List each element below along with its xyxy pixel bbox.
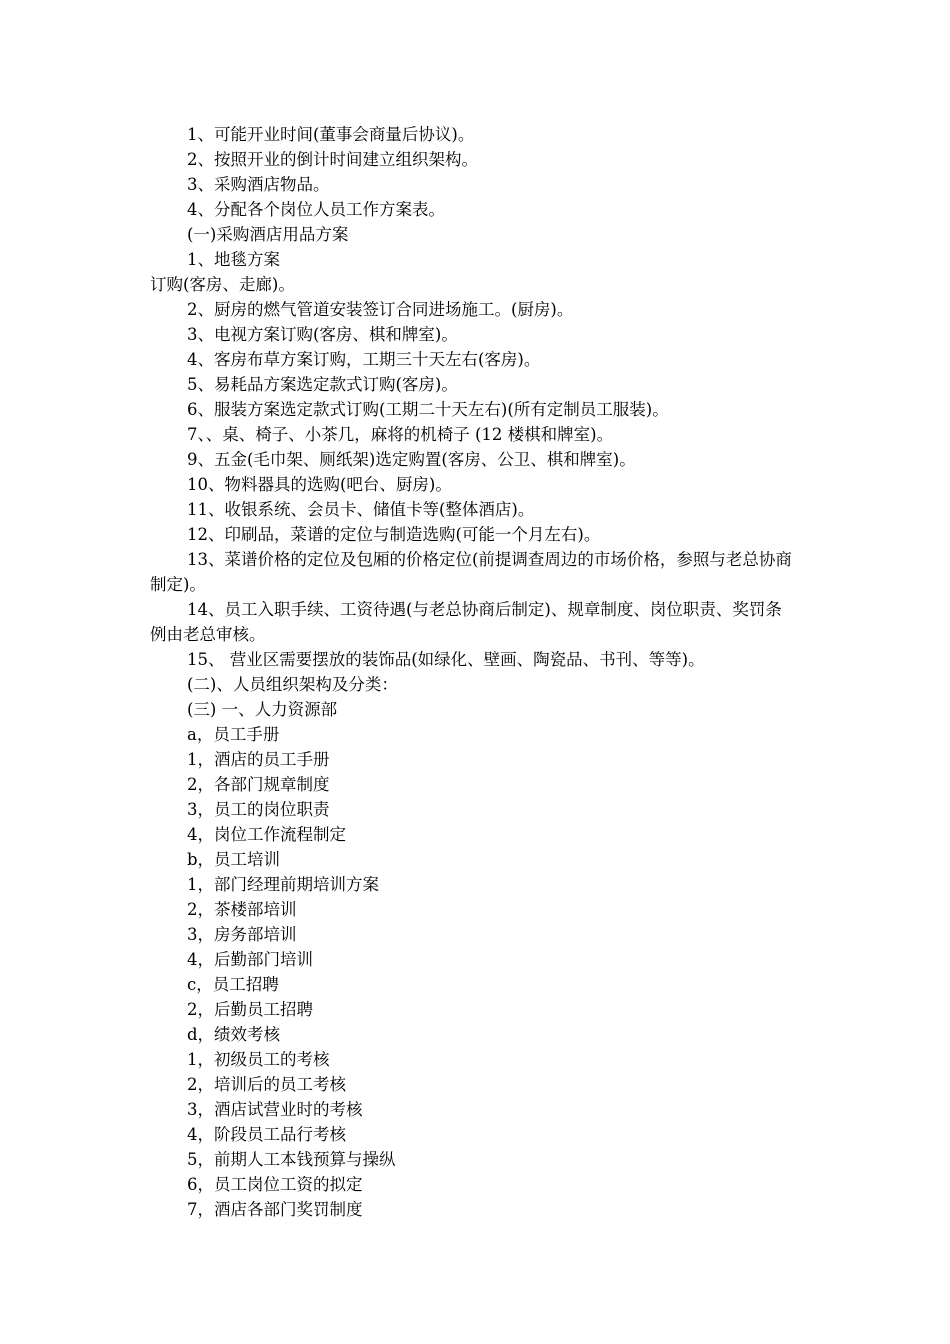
- line-7: 订购(客房、走廊)。: [150, 275, 295, 294]
- line-27: 4，岗位工作流程制定: [187, 825, 346, 844]
- line-36: 1，初级员工的考核: [187, 1050, 330, 1069]
- line-1: 1、可能开业时间(董事会商量后协议)。: [187, 125, 475, 144]
- section-heading-3: (三) 一、人力资源部: [187, 700, 338, 719]
- line-20: 15、 营业区需要摆放的装饰品(如绿化、壁画、陶瓷品、书刊、等等)。: [187, 650, 705, 669]
- line-10: 4、客房布草方案订购，工期三十天左右(客房)。: [187, 350, 541, 369]
- document-body: [150, 122, 795, 1222]
- line-39: 4，阶段员工品行考核: [187, 1125, 346, 1144]
- line-32: 4，后勤部门培训: [187, 950, 313, 969]
- line-18: 13、菜谱价格的定位及包厢的价格定位(前提调查周边的市场价格，参照与老总协商制定)。: [150, 550, 792, 594]
- line-8: 2、厨房的燃气管道安装签订合同进场施工。(厨房)。: [187, 300, 574, 319]
- line-12: 6、服装方案选定款式订购(工期二十天左右)(所有定制员工服装)。: [187, 400, 669, 419]
- line-31: 3，房务部培训: [187, 925, 297, 944]
- line-28: b，员工培训: [187, 850, 281, 869]
- section-heading-2: (二)、人员组织架构及分类：: [187, 675, 398, 694]
- line-34: 2，后勤员工招聘: [187, 1000, 313, 1019]
- section-heading-1: (一)采购酒店用品方案: [187, 225, 349, 244]
- line-42: 7，酒店各部门奖罚制度: [187, 1200, 363, 1219]
- line-26: 3，员工的岗位职责: [187, 800, 330, 819]
- line-37: 2，培训后的员工考核: [187, 1075, 346, 1094]
- line-40: 5，前期人工本钱预算与操纵: [187, 1150, 396, 1169]
- line-23: a，员工手册: [187, 725, 280, 744]
- line-38: 3，酒店试营业时的考核: [187, 1100, 363, 1119]
- line-14: 9、五金(毛巾架、厕纸架)选定购置(客房、公卫、棋和牌室)。: [187, 450, 636, 469]
- line-9: 3、电视方案订购(客房、棋和牌室)。: [187, 325, 458, 344]
- line-41: 6，员工岗位工资的拟定: [187, 1175, 363, 1194]
- line-24: 1，酒店的员工手册: [187, 750, 330, 769]
- line-30: 2，茶楼部培训: [187, 900, 297, 919]
- line-35: d，绩效考核: [187, 1025, 281, 1044]
- line-11: 5、易耗品方案选定款式订购(客房)。: [187, 375, 458, 394]
- line-25: 2，各部门规章制度: [187, 775, 330, 794]
- line-19: 14、员工入职手续、工资待遇(与老总协商后制定)、规章制度、岗位职责、奖罚条例由老总审核。: [150, 600, 782, 644]
- line-17: 12、印刷品，菜谱的定位与制造选购(可能一个月左右)。: [187, 525, 601, 544]
- line-13: 7、、桌、椅子、小茶几，麻将的机椅子 (12 楼棋和牌室)。: [187, 425, 614, 444]
- line-33: c，员工招聘: [187, 975, 279, 994]
- line-6: 1、地毯方案: [187, 250, 280, 269]
- line-15: 10、物料器具的选购(吧台、厨房)。: [187, 475, 452, 494]
- line-16: 11、收银系统、会员卡、储值卡等(整体酒店)。: [187, 500, 535, 519]
- line-3: 3、采购酒店物品。: [187, 175, 330, 194]
- line-4: 4、分配各个岗位人员工作方案表。: [187, 200, 445, 219]
- line-29: 1，部门经理前期培训方案: [187, 875, 379, 894]
- line-2: 2、按照开业的倒计时间建立组织架构。: [187, 150, 478, 169]
